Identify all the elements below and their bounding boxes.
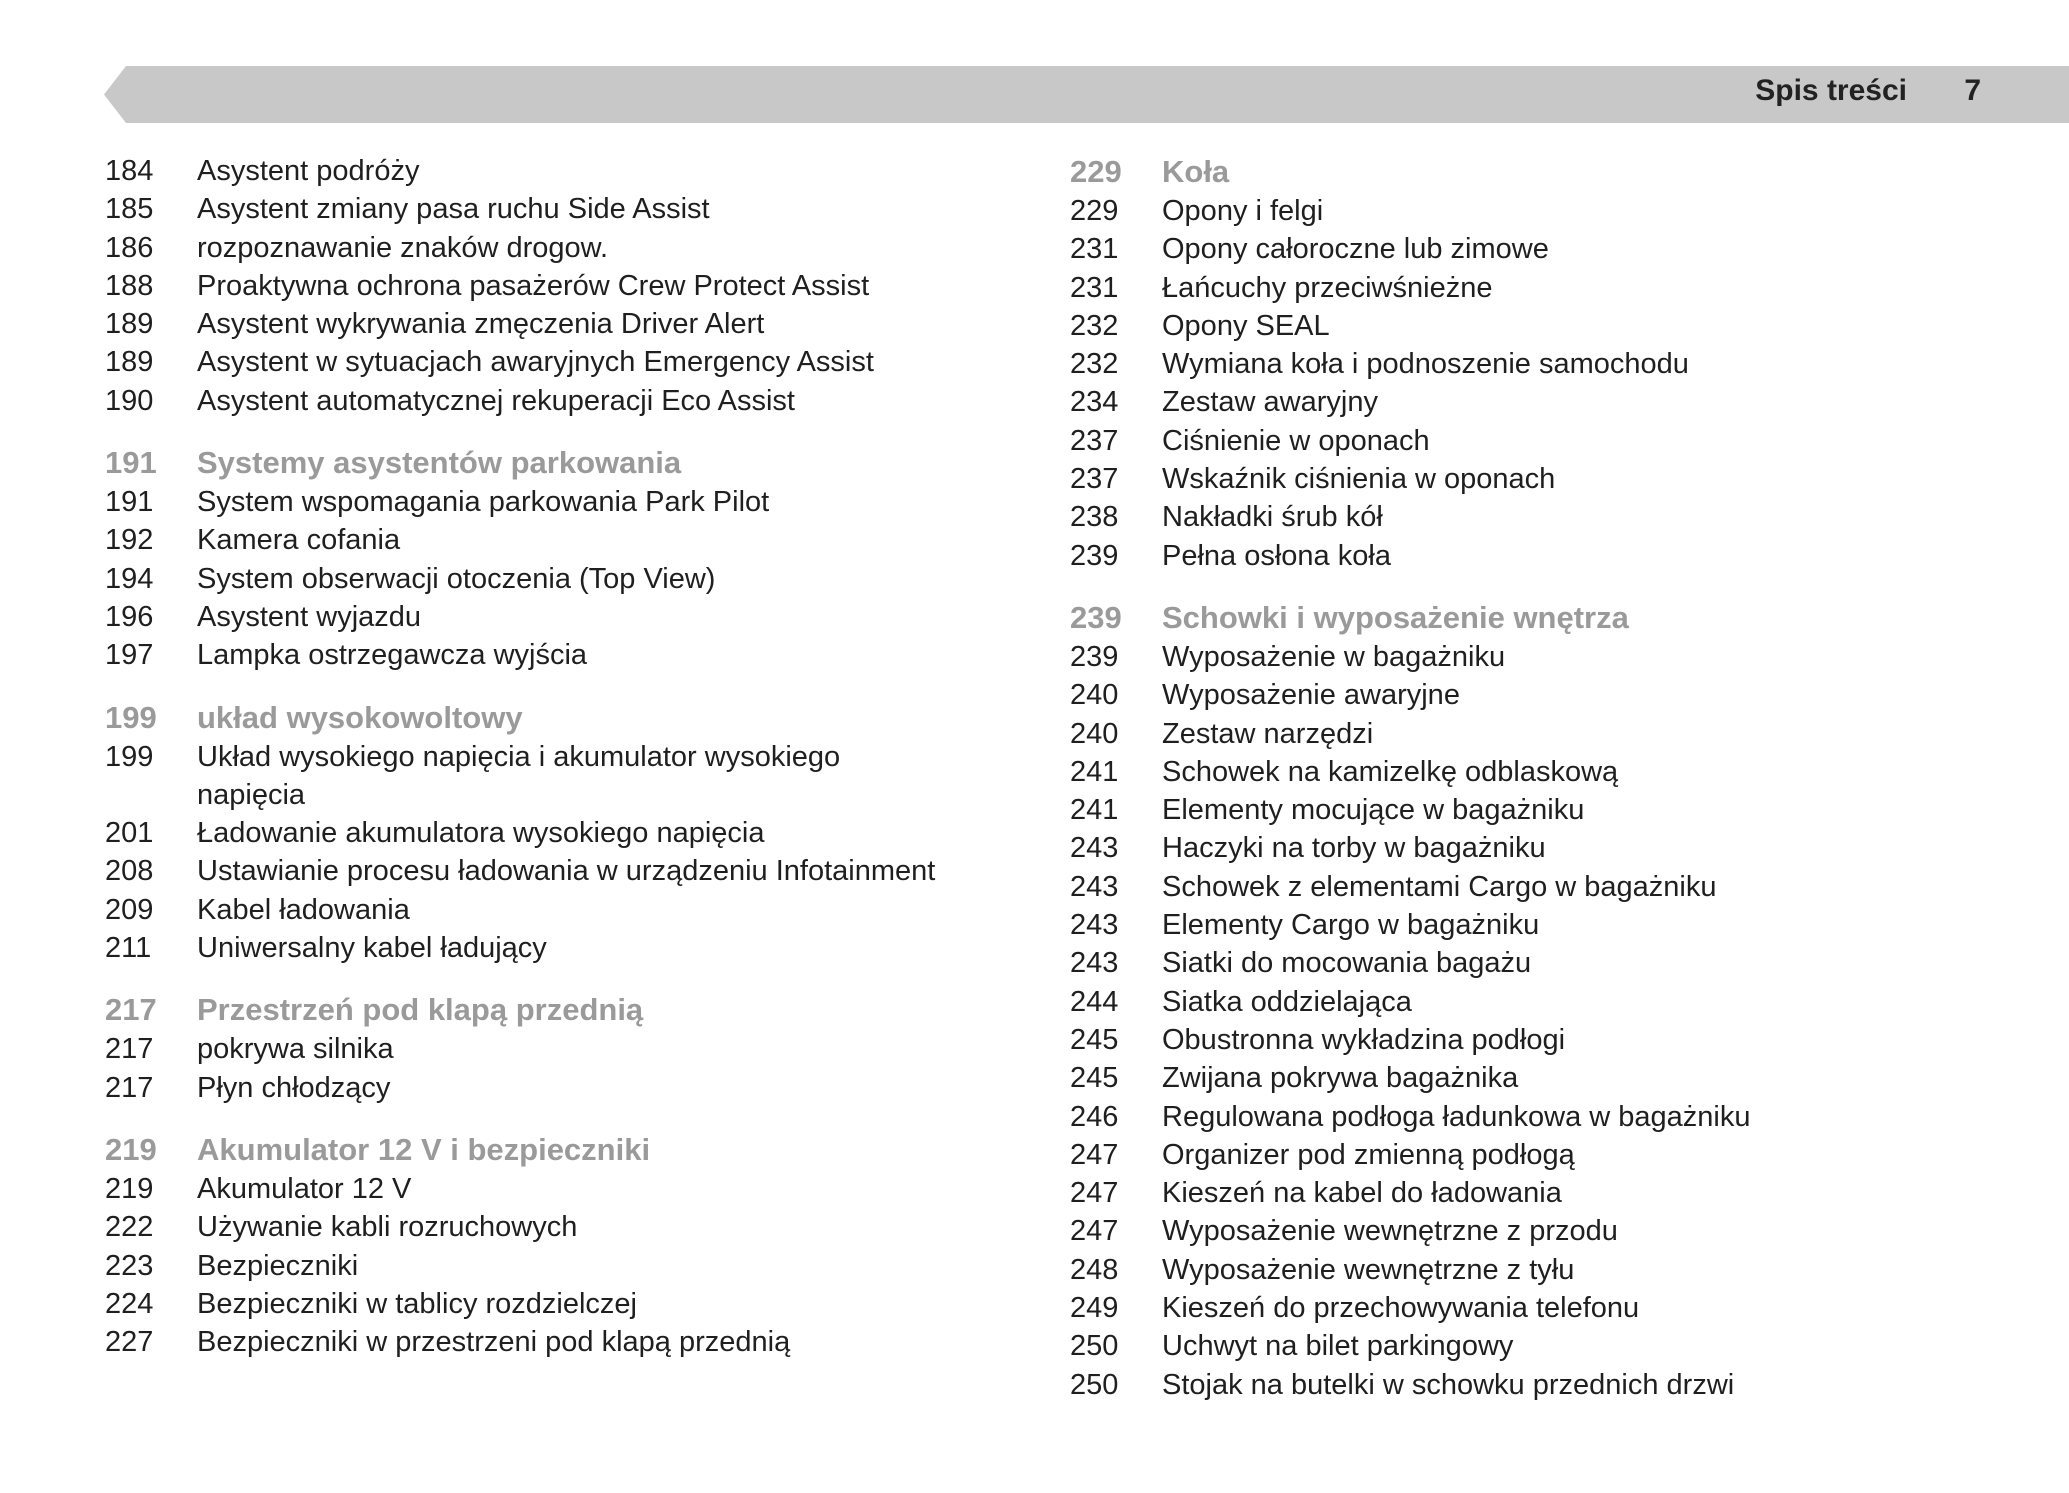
toc-entry: [1070, 1251, 1750, 1289]
toc-entry-title-line: System wspomagania parkowania Park Pilot: [197, 486, 770, 519]
toc-entry-title-line: Akumulator 12 V i bezpieczniki: [197, 1131, 651, 1167]
toc-entry: [105, 229, 935, 267]
toc-entry: [1070, 1174, 1750, 1212]
toc-entry-title-line: Płyn chłodzący: [197, 1071, 391, 1104]
toc-entry-title-line: Akumulator 12 V: [197, 1172, 412, 1205]
toc-entry: [1070, 1136, 1750, 1174]
toc-entry-title: [1162, 715, 1373, 753]
toc-entry-title: [197, 1323, 790, 1361]
toc-entry: [105, 152, 935, 190]
toc-page-number: 229: [1070, 154, 1122, 189]
toc-entry-title-line: Bezpieczniki w przestrzeni pod klapą przednią: [197, 1326, 791, 1359]
toc-page-number: 248: [1070, 1253, 1119, 1286]
toc-entry-title: [1162, 829, 1546, 867]
toc-entry-title-line: Siatki do mocowania bagażu: [1162, 947, 1532, 980]
toc-entry: [105, 598, 935, 636]
toc-entry-title-line: Stojak na butelki w schowku przednich drzwi: [1162, 1368, 1735, 1401]
toc-entry-title-line: Wyposażenie wewnętrzne z tyłu: [1162, 1253, 1575, 1286]
toc-page-number: 229: [1070, 195, 1119, 227]
toc-page-number: 201: [105, 817, 154, 850]
toc-page-number: 240: [1070, 679, 1119, 712]
toc-entry: [105, 483, 935, 521]
toc-entry-title: [197, 891, 410, 929]
toc-entry-title: [1162, 1021, 1565, 1059]
toc-page-number: 227: [105, 1326, 154, 1359]
toc-section-heading: [105, 1130, 935, 1170]
toc-entry-title-line: Uniwersalny kabel ładujący: [197, 932, 547, 965]
toc-page-number: 186: [105, 231, 154, 264]
toc-page-number: 231: [1070, 233, 1119, 266]
toc-entry-title-line: Bezpieczniki w tablicy rozdzielczej: [197, 1287, 637, 1320]
toc-page-number: 194: [105, 562, 154, 595]
toc-entry-title-line: Wyposażenie w bagażniku: [1162, 640, 1506, 673]
toc-page-number: 247: [1070, 1177, 1119, 1210]
toc-entry-title-line: Schowki i wyposażenie wnętrza: [1162, 599, 1629, 635]
toc-page-number: 192: [105, 524, 154, 557]
toc-entry-title: [1162, 269, 1492, 307]
toc-page-number: 239: [1070, 640, 1119, 673]
toc-entry-title: [197, 267, 869, 305]
toc-entry: [105, 343, 935, 381]
toc-page-number: 234: [1070, 386, 1119, 419]
toc-page-number: 197: [105, 639, 154, 672]
toc-entry: [105, 1285, 935, 1323]
toc-entry-title: [1162, 598, 1629, 638]
toc-entry: [1070, 1021, 1750, 1059]
toc-entry-title-line: Bezpieczniki: [197, 1249, 359, 1282]
toc-page-number: 191: [105, 445, 157, 481]
toc-entry-title-line: Ciśnienie w oponach: [1162, 424, 1430, 457]
toc-entry-title-line: Zestaw awaryjny: [1162, 386, 1378, 419]
toc-page-number: 222: [105, 1211, 154, 1244]
toc-entry-title: [197, 521, 400, 559]
toc-entry-title-line: Asystent wykrywania zmęczenia Driver Alert: [197, 308, 765, 341]
toc-entry-title: [197, 343, 874, 381]
toc-entry-title-line: Lampka ostrzegawcza wyjścia: [197, 639, 588, 672]
toc-entry-title-line: Opony SEAL: [1162, 309, 1330, 342]
toc-entry-title-line: Wyposażenie awaryjne: [1162, 679, 1460, 712]
toc-entry: [105, 267, 935, 305]
toc-page-number: 250: [1070, 1368, 1119, 1401]
toc-section-heading: [105, 443, 935, 483]
toc-section-heading: [1070, 598, 1750, 638]
toc-page-number: 189: [105, 346, 154, 379]
toc-entry-title-line: Kabel ładowania: [197, 893, 410, 926]
toc-page-number: 185: [105, 193, 154, 226]
toc-entry-title-continuation: napięcia: [197, 778, 306, 811]
toc-entry-title: [1162, 383, 1378, 421]
toc-entry-title: [1162, 1174, 1562, 1212]
toc-page-number: 250: [1070, 1330, 1119, 1363]
toc-column-left: [105, 152, 935, 1361]
toc-entry: [1070, 944, 1750, 982]
toc-entry: [105, 382, 935, 420]
toc-entry: [1070, 638, 1750, 676]
toc-entry: [105, 929, 935, 967]
toc-entry-title-line: Przestrzeń pod klapą przednią: [197, 992, 644, 1028]
toc-page-number: 247: [1070, 1215, 1119, 1248]
toc-entry: [1070, 1059, 1750, 1097]
toc-page-number: 199: [105, 740, 154, 773]
toc-entry: [1070, 1289, 1750, 1327]
toc-entry: [105, 560, 935, 598]
toc-entry-title: [197, 190, 710, 228]
toc-entry: [1070, 537, 1750, 575]
toc-page-number: 231: [1070, 271, 1119, 304]
toc-entry: [105, 636, 935, 674]
toc-entry-title: [197, 152, 419, 190]
toc-page-number: 237: [1070, 424, 1119, 457]
toc-entry-title-line: Asystent wyjazdu: [197, 600, 422, 633]
toc-entry-title: [1162, 676, 1460, 714]
toc-entry-title-line: Zwijana pokrywa bagażnika: [1162, 1062, 1519, 1095]
toc-entry-title: [197, 1208, 577, 1246]
toc-entry-title: [197, 698, 523, 738]
toc-entry-title: [1162, 422, 1430, 460]
toc-page-number: 199: [105, 699, 157, 735]
toc-entry: [1070, 192, 1750, 230]
toc-entry: [1070, 230, 1750, 268]
toc-page-number: 190: [105, 384, 154, 417]
toc-entry-title: [1162, 345, 1689, 383]
toc-entry: [105, 1069, 935, 1107]
toc-entry-title-line: System obserwacji otoczenia (Top View): [197, 562, 716, 595]
page-number: 7: [1964, 74, 1981, 107]
toc-entry-title: [197, 1285, 637, 1323]
toc-page-number: 219: [105, 1131, 157, 1167]
toc-entry-title-line: Schowek na kamizelkę odblaskową: [1162, 755, 1619, 788]
toc-entry: [1070, 676, 1750, 714]
toc-page-number: 189: [105, 308, 154, 341]
toc-page-number: 223: [105, 1249, 154, 1282]
toc-page-number: 209: [105, 893, 154, 926]
toc-entry-title: [197, 929, 547, 967]
toc-entry-title-line: Organizer pod zmienną podłogą: [1162, 1138, 1575, 1171]
toc-entry-title-line: Haczyki na torby w bagażniku: [1162, 832, 1546, 865]
toc-section-heading: [105, 990, 935, 1030]
toc-page-number: 243: [1070, 947, 1119, 980]
toc-entry-title-line: Asystent w sytuacjach awaryjnych Emergency Assist: [197, 346, 874, 379]
toc-entry-title-line: układ wysokowoltowy: [197, 699, 523, 735]
toc-entry-title-line: Używanie kabli rozruchowych: [197, 1211, 578, 1244]
toc-entry-title: [1162, 1327, 1513, 1365]
toc-entry-title-line: Opony i felgi: [1162, 195, 1324, 227]
toc-entry-title: [197, 852, 935, 890]
toc-entry-title: [1162, 192, 1323, 230]
toc-entry: [1070, 1327, 1750, 1365]
toc-entry-title-line: Ustawianie procesu ładowania w urządzeniu Infotainment: [197, 855, 936, 888]
toc-page-number: 217: [105, 1071, 154, 1104]
page-section-title: Spis treści: [1755, 74, 1907, 107]
toc-entry-title-line: Proaktywna ochrona pasażerów Crew Protect Assist: [197, 269, 870, 302]
toc-entry-title: [197, 382, 795, 420]
toc-entry-title-line: Kieszeń do przechowywania telefonu: [1162, 1292, 1640, 1325]
toc-entry: [105, 1323, 935, 1361]
toc-entry-title: [197, 560, 715, 598]
toc-page-number: 243: [1070, 870, 1119, 903]
toc-page-number: 191: [105, 486, 154, 519]
toc-entry: [105, 891, 935, 929]
toc-entry-title: [1162, 152, 1229, 192]
toc-page-number: 244: [1070, 985, 1119, 1018]
toc-entry-title: [197, 305, 764, 343]
toc-column-right: [1070, 152, 1750, 1404]
toc-page-number: 232: [1070, 309, 1119, 342]
toc-entry-title-line: Układ wysokiego napięcia i akumulator wysokiego: [197, 740, 841, 773]
toc-page-number: 241: [1070, 755, 1119, 788]
toc-entry: [105, 521, 935, 559]
toc-entry-title: [1162, 1098, 1750, 1136]
toc-entry: [1070, 868, 1750, 906]
toc-entry-title: [1162, 1059, 1518, 1097]
toc-entry-title-line: Nakładki śrub kół: [1162, 501, 1383, 534]
toc-entry-title: [197, 1030, 394, 1068]
toc-page-number: 237: [1070, 463, 1119, 496]
toc-entry: [1070, 906, 1750, 944]
toc-page-number: 211: [105, 932, 152, 965]
toc-entry: [105, 814, 935, 852]
toc-entry-title: [1162, 498, 1383, 536]
toc-entry-title: [197, 814, 764, 852]
toc-page-number: 245: [1070, 1062, 1119, 1095]
toc-entry-title: [197, 1170, 411, 1208]
toc-entry: [105, 852, 935, 890]
toc-entry-title: [197, 598, 421, 636]
toc-entry-title-line: Asystent podróży: [197, 155, 420, 187]
toc-entry-title-line: Systemy asystentów parkowania: [197, 445, 682, 481]
toc-entry: [105, 1208, 935, 1246]
toc-entry-title-line: Uchwyt na bilet parkingowy: [1162, 1330, 1514, 1363]
toc-entry-title: [1162, 1366, 1734, 1404]
toc-entry: [1070, 1212, 1750, 1250]
toc-entry: [1070, 269, 1750, 307]
toc-entry-title: [1162, 791, 1584, 829]
toc-entry-title: [1162, 868, 1717, 906]
toc-page-number: 208: [105, 855, 154, 888]
toc-entry-title: [1162, 638, 1505, 676]
toc-entry: [105, 1247, 935, 1285]
toc-entry-title: [1162, 1136, 1575, 1174]
toc-entry-title-line: Koła: [1162, 154, 1230, 189]
toc-page-number: 246: [1070, 1100, 1119, 1133]
toc-page-number: 243: [1070, 909, 1119, 942]
toc-entry-title-line: Asystent zmiany pasa ruchu Side Assist: [197, 193, 710, 226]
toc-page-number: 239: [1070, 539, 1119, 572]
toc-entry-title: [197, 990, 643, 1030]
toc-page-number: 217: [105, 992, 157, 1028]
toc-entry: [1070, 983, 1750, 1021]
toc-page-number: 196: [105, 600, 154, 633]
toc-entry: [1070, 753, 1750, 791]
toc-entry-title-line: Kamera cofania: [197, 524, 401, 557]
toc-entry-title: [197, 1130, 650, 1170]
toc-entry-title-line: Elementy mocujące w bagażniku: [1162, 794, 1585, 827]
toc-entry-title-line: Regulowana podłoga ładunkowa w bagażniku: [1162, 1100, 1751, 1133]
toc-entry-title: [1162, 1289, 1639, 1327]
toc-entry: [105, 738, 935, 815]
toc-page-number: 240: [1070, 717, 1119, 750]
toc-entry: [1070, 498, 1750, 536]
toc-entry: [1070, 791, 1750, 829]
toc-entry-title-line: Ładowanie akumulatora wysokiego napięcia: [197, 817, 765, 850]
toc-entry: [1070, 829, 1750, 867]
toc-entry: [1070, 345, 1750, 383]
toc-entry-title-line: Wymiana koła i podnoszenie samochodu: [1162, 348, 1689, 381]
toc-entry-title-line: Elementy Cargo w bagażniku: [1162, 909, 1540, 942]
toc-entry-title-line: Łańcuchy przeciwśnieżne: [1162, 271, 1493, 304]
toc-page-number: 241: [1070, 794, 1119, 827]
toc-entry-title: [1162, 944, 1531, 982]
toc-entry-title-line: Opony całoroczne lub zimowe: [1162, 233, 1549, 266]
toc-entry: [1070, 1366, 1750, 1404]
toc-entry-title: [1162, 307, 1330, 345]
toc-entry-title: [1162, 537, 1391, 575]
toc-entry-title: [1162, 460, 1555, 498]
toc-entry-title: [197, 229, 608, 267]
toc-page-number: 232: [1070, 348, 1119, 381]
toc-entry: [105, 305, 935, 343]
toc-entry: [1070, 1098, 1750, 1136]
toc-section-heading: [1070, 152, 1750, 192]
toc-entry-title: [197, 636, 587, 674]
toc-entry-title-line: Pełna osłona koła: [1162, 539, 1391, 572]
toc-page-number: 184: [105, 155, 154, 187]
toc-entry: [105, 1170, 935, 1208]
toc-page-number: 219: [105, 1172, 154, 1205]
toc-entry-title-line: Siatka oddzielająca: [1162, 985, 1412, 1018]
toc-entry: [105, 190, 935, 228]
toc-entry-title-line: Wyposażenie wewnętrzne z przodu: [1162, 1215, 1618, 1248]
toc-page-number: 239: [1070, 599, 1122, 635]
toc-entry-title: [197, 483, 769, 521]
toc-entry-title: [1162, 753, 1618, 791]
toc-entry: [1070, 307, 1750, 345]
toc-entry-title: [197, 1069, 390, 1107]
toc-entry-title-line: Zestaw narzędzi: [1162, 717, 1374, 750]
toc-entry-title: [1162, 1251, 1574, 1289]
toc-section-heading: [105, 698, 935, 738]
toc-entry: [105, 1030, 935, 1068]
toc-page-number: 247: [1070, 1138, 1119, 1171]
toc-entry-title: [197, 738, 840, 815]
toc-entry: [1070, 715, 1750, 753]
toc-entry-title-line: Obustronna wykładzina podłogi: [1162, 1023, 1566, 1056]
toc-page-number: 224: [105, 1287, 154, 1320]
toc-entry-title-line: rozpoznawanie znaków drogow.: [197, 231, 609, 264]
toc-entry: [1070, 383, 1750, 421]
toc-entry-title-line: pokrywa silnika: [197, 1033, 394, 1066]
toc-entry-title: [1162, 230, 1549, 268]
toc-page-number: 217: [105, 1033, 154, 1066]
toc-entry-title: [1162, 983, 1412, 1021]
toc-page-number: 243: [1070, 832, 1119, 865]
toc-entry-title: [1162, 906, 1539, 944]
toc-page-number: 188: [105, 269, 154, 302]
toc-entry-title-line: Wskaźnik ciśnienia w oponach: [1162, 463, 1556, 496]
toc-entry-title: [1162, 1212, 1618, 1250]
toc-entry-title-line: Schowek z elementami Cargo w bagażniku: [1162, 870, 1717, 903]
toc-entry: [1070, 422, 1750, 460]
toc-page-number: 238: [1070, 501, 1119, 534]
toc-entry-title-line: Asystent automatycznej rekuperacji Eco Assist: [197, 384, 795, 417]
toc-entry-title: [197, 443, 681, 483]
toc-page-number: 249: [1070, 1292, 1119, 1325]
toc-page-number: 245: [1070, 1023, 1119, 1056]
toc-entry-title: [197, 1247, 358, 1285]
toc-entry: [1070, 460, 1750, 498]
toc-entry-title-line: Kieszeń na kabel do ładowania: [1162, 1177, 1562, 1210]
